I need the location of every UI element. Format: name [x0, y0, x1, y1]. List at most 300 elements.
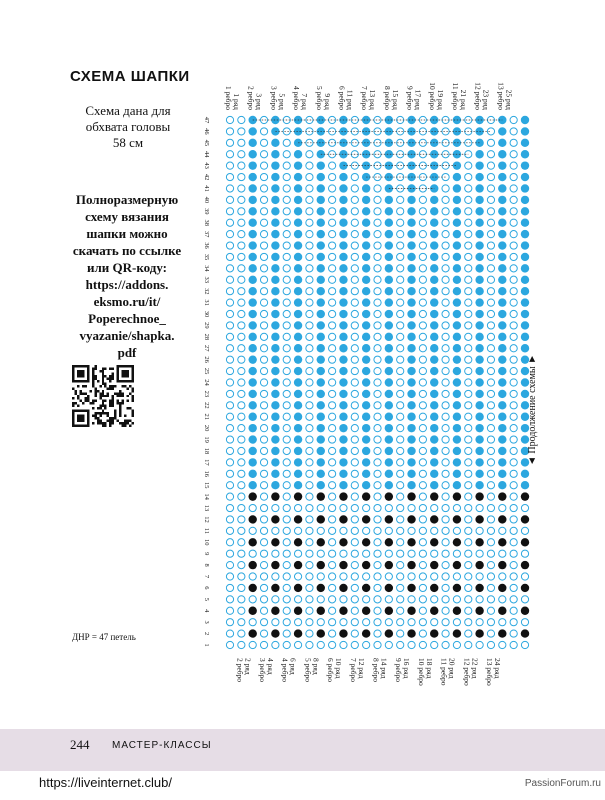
stitch-outline: [419, 299, 426, 306]
stitch-outline: [465, 139, 472, 146]
qr-module: [79, 415, 81, 417]
stitch-blue: [407, 276, 415, 284]
qr-module: [72, 387, 74, 389]
stitch-outline: [510, 219, 517, 226]
qr-module: [122, 400, 124, 402]
qr-module: [77, 395, 79, 397]
stitch-black: [385, 629, 393, 637]
stitch-outline: [465, 641, 472, 648]
stitch-outline: [465, 299, 472, 306]
qr-module: [117, 372, 119, 374]
stitch-blue: [453, 139, 461, 147]
stitch-outline: [351, 242, 358, 249]
stitch-outline: [238, 173, 245, 180]
stitch-outline: [238, 345, 245, 352]
stitch-outline: [329, 367, 336, 374]
stitch-outline: [442, 516, 449, 523]
stitch-outline: [260, 550, 267, 557]
stitch-outline: [283, 196, 290, 203]
stitch-outline: [351, 413, 358, 420]
qr-module: [104, 425, 106, 427]
stitch-blue: [294, 344, 302, 352]
download-link-line[interactable]: Poperechnoe_: [88, 311, 166, 326]
stitch-black: [475, 538, 483, 546]
qr-module: [104, 395, 106, 397]
stitch-outline: [226, 447, 233, 454]
stitch-outline: [329, 310, 336, 317]
stitch-outline: [419, 447, 426, 454]
stitch-blue: [521, 150, 529, 158]
stitch-number: 45: [203, 139, 210, 147]
stitch-outline: [260, 539, 267, 546]
chart-description: [68, 103, 188, 151]
stitch-outline: [510, 562, 517, 569]
stitch-outline: [283, 162, 290, 169]
stitch-outline: [351, 539, 358, 546]
download-link-line[interactable]: https://addons.: [85, 277, 169, 292]
download-line: скачать по ссылке: [72, 243, 182, 258]
stitch-blue: [453, 287, 461, 295]
qr-module: [112, 417, 114, 419]
stitch-outline: [419, 333, 426, 340]
stitch-blue: [453, 367, 461, 375]
stitch-blue: [339, 413, 347, 421]
stitch-blue: [294, 184, 302, 192]
stitch-blue: [248, 230, 256, 238]
qr-module: [114, 415, 116, 417]
stitch-outline: [397, 299, 404, 306]
stitch-outline: [487, 139, 494, 146]
stitch-outline: [465, 253, 472, 260]
stitch-outline: [294, 641, 301, 648]
qr-module: [117, 402, 119, 404]
stitch-blue: [498, 481, 506, 489]
bottom-rib-label: 11 ребро: [439, 658, 449, 686]
stitch-outline: [510, 630, 517, 637]
stitch-blue: [453, 333, 461, 341]
stitch-blue: [248, 378, 256, 386]
stitch-outline: [283, 516, 290, 523]
stitch-outline: [306, 139, 313, 146]
qr-module: [109, 400, 111, 402]
stitch-black: [430, 584, 438, 592]
qr-module: [122, 375, 124, 377]
stitch-outline: [329, 562, 336, 569]
qr-module: [79, 370, 81, 372]
stitch-blue: [430, 127, 438, 135]
stitch-black: [362, 584, 370, 592]
stitch-outline: [465, 516, 472, 523]
stitch-outline: [226, 242, 233, 249]
stitch-blue: [271, 435, 279, 443]
stitch-outline: [226, 630, 233, 637]
stitch-outline: [238, 596, 245, 603]
stitch-number: 8: [203, 563, 210, 567]
stitch-blue: [407, 310, 415, 318]
stitch-blue: [271, 116, 279, 124]
stitch-outline: [226, 550, 233, 557]
stitch-blue: [475, 298, 483, 306]
qr-module: [92, 372, 94, 374]
stitch-blue: [475, 458, 483, 466]
stitch-outline: [351, 345, 358, 352]
stitch-blue: [521, 161, 529, 169]
stitch-outline: [510, 253, 517, 260]
stitch-number: 10: [203, 539, 210, 546]
qr-module: [92, 385, 94, 387]
stitch-blue: [294, 298, 302, 306]
stitch-blue: [475, 424, 483, 432]
stitch-outline: [306, 459, 313, 466]
stitch-outline: [351, 367, 358, 374]
stitch-blue: [385, 287, 393, 295]
qr-module: [102, 425, 104, 427]
stitch-blue: [294, 230, 302, 238]
stitch-blue: [407, 344, 415, 352]
stitch-outline: [431, 550, 438, 557]
stitch-blue: [498, 413, 506, 421]
stitch-number: 29: [203, 322, 210, 329]
stitch-blue: [248, 264, 256, 272]
stitch-outline: [510, 310, 517, 317]
stitch-outline: [306, 162, 313, 169]
stitch-outline: [238, 299, 245, 306]
stitch-outline: [442, 630, 449, 637]
stitch-outline: [351, 584, 358, 591]
qr-module: [77, 425, 79, 427]
qr-module: [74, 390, 76, 392]
stitch-outline: [329, 573, 336, 580]
stitch-blue: [498, 435, 506, 443]
stitch-blue: [521, 173, 529, 181]
stitch-blue: [407, 401, 415, 409]
stitch-black: [362, 492, 370, 500]
stitch-blue: [248, 184, 256, 192]
stitch-outline: [329, 641, 336, 648]
qr-module: [132, 377, 134, 379]
stitch-outline: [419, 607, 426, 614]
stitch-blue: [475, 241, 483, 249]
source-url[interactable]: https://liveinternet.club/: [39, 775, 172, 790]
stitch-blue: [475, 287, 483, 295]
stitch-blue: [475, 219, 483, 227]
stitch-outline: [487, 219, 494, 226]
stitch-outline: [226, 436, 233, 443]
stitch-blue: [498, 287, 506, 295]
qr-module: [84, 425, 86, 427]
stitch-blue: [317, 298, 325, 306]
stitch-blue: [498, 458, 506, 466]
qr-module: [79, 390, 81, 392]
stitch-outline: [374, 596, 381, 603]
qr-module: [72, 425, 74, 427]
stitch-blue: [317, 321, 325, 329]
stitch-outline: [238, 356, 245, 363]
stitch-outline: [238, 459, 245, 466]
stitch-outline: [306, 504, 313, 511]
stitch-blue: [294, 401, 302, 409]
stitch-blue: [248, 401, 256, 409]
stitch-outline: [306, 151, 313, 158]
stitch-blue: [271, 310, 279, 318]
stitch-outline: [374, 516, 381, 523]
qr-module: [92, 415, 94, 417]
stitch-outline: [465, 288, 472, 295]
stitch-outline: [442, 196, 449, 203]
stitch-outline: [238, 493, 245, 500]
qr-module: [132, 400, 134, 402]
stitch-outline: [329, 151, 336, 158]
qr-module: [132, 375, 134, 377]
stitch-blue: [521, 470, 529, 478]
stitch-outline: [238, 253, 245, 260]
qr-module: [82, 380, 84, 382]
stitch-black: [294, 561, 302, 569]
stitch-outline: [260, 459, 267, 466]
stitch-outline: [306, 573, 313, 580]
stitch-outline: [238, 151, 245, 158]
stitch-outline: [487, 619, 494, 626]
stitch-outline: [397, 470, 404, 477]
qr-module: [94, 390, 96, 392]
stitch-outline: [431, 619, 438, 626]
qr-module: [117, 377, 119, 379]
qr-module: [109, 422, 111, 424]
qr-module: [124, 420, 126, 422]
stitch-outline: [442, 402, 449, 409]
stitch-blue: [475, 310, 483, 318]
stitch-outline: [238, 402, 245, 409]
stitch-outline: [238, 447, 245, 454]
stitch-outline: [419, 116, 426, 123]
stitch-outline: [487, 253, 494, 260]
stitch-outline: [363, 619, 370, 626]
stitch-outline: [306, 173, 313, 180]
stitch-outline: [442, 185, 449, 192]
stitch-outline: [442, 390, 449, 397]
stitch-outline: [408, 504, 415, 511]
stitch-outline: [453, 573, 460, 580]
qr-module: [104, 385, 106, 387]
qr-module: [119, 395, 121, 397]
qr-module: [132, 372, 134, 374]
qr-module: [87, 412, 89, 414]
stitch-blue: [294, 173, 302, 181]
stitch-blue: [475, 173, 483, 181]
stitch-black: [294, 584, 302, 592]
stitch-outline: [397, 242, 404, 249]
qr-code[interactable]: [72, 365, 134, 427]
qr-module: [82, 365, 84, 367]
stitch-outline: [317, 641, 324, 648]
stitch-blue: [248, 310, 256, 318]
stitch-blue: [521, 116, 529, 124]
download-link-line[interactable]: eksmo.ru/it/: [93, 294, 161, 309]
stitch-outline: [351, 288, 358, 295]
qr-module: [79, 375, 81, 377]
stitch-outline: [465, 185, 472, 192]
qr-module: [92, 367, 94, 369]
stitch-blue: [475, 447, 483, 455]
stitch-outline: [487, 231, 494, 238]
stitch-black: [521, 492, 529, 500]
qr-module: [92, 380, 94, 382]
stitch-black: [498, 515, 506, 523]
stitch-blue: [248, 470, 256, 478]
stitch-outline: [419, 470, 426, 477]
qr-module: [74, 365, 76, 367]
stitch-outline: [419, 379, 426, 386]
qr-module: [87, 420, 89, 422]
qr-module: [97, 417, 99, 419]
stitch-outline: [510, 379, 517, 386]
stitch-outline: [329, 253, 336, 260]
stitch-outline: [510, 436, 517, 443]
stitch-outline: [260, 356, 267, 363]
stitch-outline: [306, 379, 313, 386]
stitch-blue: [317, 184, 325, 192]
stitch-outline: [521, 596, 528, 603]
stitch-blue: [248, 458, 256, 466]
stitch-blue: [271, 333, 279, 341]
stitch-blue: [385, 378, 393, 386]
stitch-outline: [442, 584, 449, 591]
stitch-outline: [238, 276, 245, 283]
stitch-outline: [419, 630, 426, 637]
stitch-outline: [283, 607, 290, 614]
stitch-outline: [260, 299, 267, 306]
stitch-outline: [487, 356, 494, 363]
stitch-outline: [487, 379, 494, 386]
stitch-outline: [329, 242, 336, 249]
stitch-outline: [453, 641, 460, 648]
stitch-black: [430, 561, 438, 569]
stitch-blue: [248, 413, 256, 421]
qr-module: [132, 397, 134, 399]
stitch-black: [521, 607, 529, 615]
stitch-blue: [317, 481, 325, 489]
stitch-blue: [317, 470, 325, 478]
stitch-blue: [271, 196, 279, 204]
stitch-blue: [271, 150, 279, 158]
qr-module: [84, 410, 86, 412]
stitch-outline: [374, 253, 381, 260]
stitch-black: [407, 607, 415, 615]
stitch-blue: [430, 424, 438, 432]
stitch-outline: [442, 367, 449, 374]
stitch-number: 39: [203, 208, 210, 215]
qr-module: [82, 375, 84, 377]
stitch-outline: [397, 504, 404, 511]
stitch-outline: [374, 219, 381, 226]
stitch-outline: [385, 550, 392, 557]
stitch-outline: [442, 356, 449, 363]
stitch-outline: [329, 208, 336, 215]
stitch-number: 21: [203, 413, 210, 420]
stitch-blue: [407, 447, 415, 455]
qr-module: [89, 402, 91, 404]
bottom-rib-label: 9 ребро: [394, 658, 404, 683]
qr-module: [132, 412, 134, 414]
stitch-blue: [317, 173, 325, 181]
stitch-blue: [407, 207, 415, 215]
stitch-black: [271, 538, 279, 546]
stitch-outline: [306, 322, 313, 329]
stitch-number: 42: [203, 173, 210, 181]
stitch-outline: [226, 562, 233, 569]
download-link-line[interactable]: pdf: [117, 345, 137, 360]
qr-module: [97, 412, 99, 414]
download-link-line[interactable]: vyazanie/shapka.: [79, 328, 175, 343]
stitch-outline: [374, 356, 381, 363]
stitch-blue: [475, 253, 483, 261]
stitch-outline: [249, 596, 256, 603]
qr-module: [124, 422, 126, 424]
stitch-outline: [226, 265, 233, 272]
qr-module: [109, 385, 111, 387]
stitch-outline: [397, 196, 404, 203]
stitch-blue: [453, 253, 461, 261]
stitch-outline: [419, 459, 426, 466]
stitch-outline: [510, 516, 517, 523]
qr-module: [112, 400, 114, 402]
stitch-blue: [407, 333, 415, 341]
stitch-outline: [465, 265, 472, 272]
stitch-blue: [294, 355, 302, 363]
qr-module: [77, 420, 79, 422]
stitch-blue: [339, 150, 347, 158]
stitch-number: 18: [203, 447, 210, 455]
qr-module: [102, 372, 104, 374]
stitch-outline: [351, 253, 358, 260]
stitch-outline: [476, 573, 483, 580]
stitch-outline: [419, 265, 426, 272]
stitch-blue: [339, 253, 347, 261]
stitch-blue: [407, 241, 415, 249]
qr-module: [114, 385, 116, 387]
stitch-outline: [397, 516, 404, 523]
qr-module: [87, 375, 89, 377]
stitch-outline: [385, 596, 392, 603]
stitch-outline: [510, 322, 517, 329]
stitch-blue: [385, 344, 393, 352]
top-rib-label: 10 ребро: [428, 82, 438, 110]
stitch-outline: [283, 402, 290, 409]
stitch-outline: [397, 447, 404, 454]
stitch-outline: [487, 390, 494, 397]
stitch-outline: [465, 436, 472, 443]
stitch-outline: [453, 527, 460, 534]
qr-module: [92, 402, 94, 404]
stitch-blue: [339, 390, 347, 398]
stitch-black: [248, 584, 256, 592]
stitch-outline: [329, 162, 336, 169]
stitch-outline: [260, 253, 267, 260]
stitch-outline: [238, 128, 245, 135]
stitch-blue: [453, 344, 461, 352]
stitch-black: [271, 515, 279, 523]
stitch-blue: [521, 253, 529, 261]
stitch-blue: [339, 321, 347, 329]
qr-module: [122, 425, 124, 427]
stitch-outline: [260, 630, 267, 637]
stitch-blue: [475, 481, 483, 489]
stitch-outline: [499, 527, 506, 534]
stitch-outline: [419, 504, 426, 511]
stitch-blue: [362, 196, 370, 204]
stitch-blue: [339, 470, 347, 478]
stitch-outline: [442, 550, 449, 557]
